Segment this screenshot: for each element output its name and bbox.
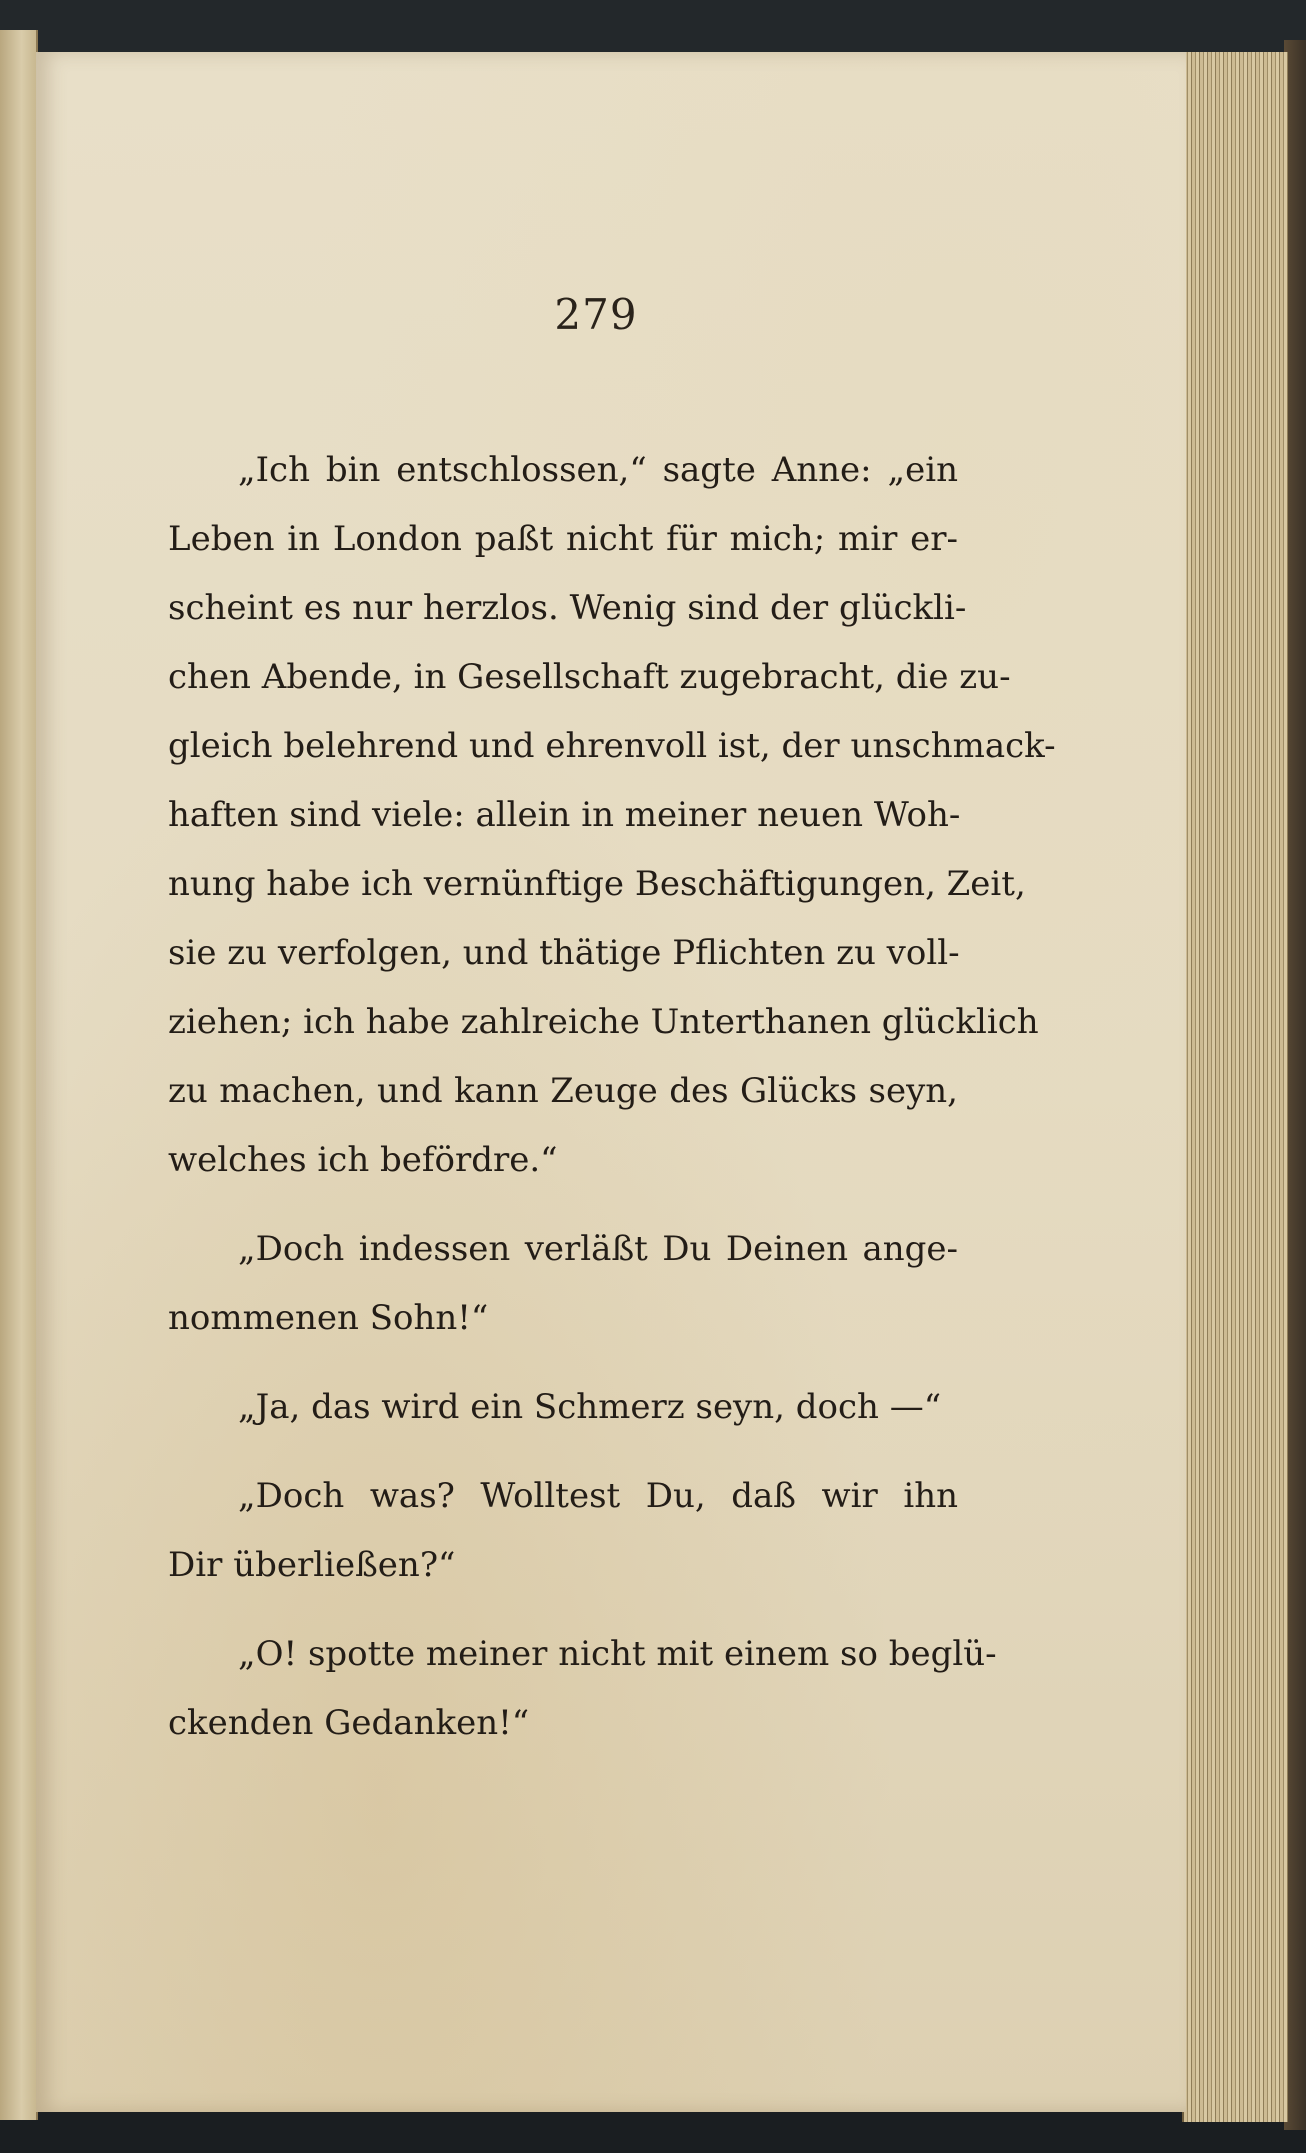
text-line: „O! spotte meiner nicht mit einem so beglü- — [238, 1634, 997, 1674]
paragraph-gap — [168, 1353, 958, 1373]
text-line: „Ich bin entschlossen,“ sagte Anne: „ein — [238, 450, 958, 490]
text-line: ckenden Gedanken!“ — [168, 1703, 530, 1743]
text-line: nommenen Sohn!“ — [168, 1298, 489, 1338]
text-line: gleich belehrend und ehrenvoll ist, der unschmack- — [168, 726, 1056, 766]
paragraph-gap — [168, 1600, 958, 1620]
binding-edge — [0, 30, 38, 2120]
text-line: nung habe ich vernünftige Beschäftigungen, Zeit, — [168, 864, 1026, 904]
text-line: zu machen, und kann Zeuge des Glücks seyn, — [168, 1071, 958, 1111]
book-page — [36, 52, 1186, 2112]
paragraph-gap — [168, 1195, 958, 1215]
text-line: „Doch indessen verläßt Du Deinen ange- — [238, 1229, 958, 1269]
text-line: Dir überließen?“ — [168, 1545, 456, 1585]
text-line: „Doch was? Wolltest Du, daß wir ihn — [238, 1476, 958, 1516]
text-line: Leben in London paßt nicht für mich; mir er- — [168, 519, 958, 559]
page-stack-edges — [1182, 52, 1288, 2122]
text-line: welches ich befördre.“ — [168, 1140, 558, 1180]
body-text — [168, 436, 1056, 1758]
text-line: chen Abende, in Gesellschaft zugebracht, die zu- — [168, 657, 1011, 697]
paragraph-gap — [168, 1442, 958, 1462]
text-line: „Ja, das wird ein Schmerz seyn, doch —“ — [238, 1387, 942, 1427]
page-number: 279 — [554, 290, 638, 339]
text-line: ziehen; ich habe zahlreiche Unterthanen glücklich — [168, 1002, 1039, 1042]
text-line: haften sind viele: allein in meiner neuen Woh- — [168, 795, 961, 835]
text-line: sie zu verfolgen, und thätige Pflichten zu voll- — [168, 933, 960, 973]
text-line: scheint es nur herzlos. Wenig sind der glückli- — [168, 588, 967, 628]
